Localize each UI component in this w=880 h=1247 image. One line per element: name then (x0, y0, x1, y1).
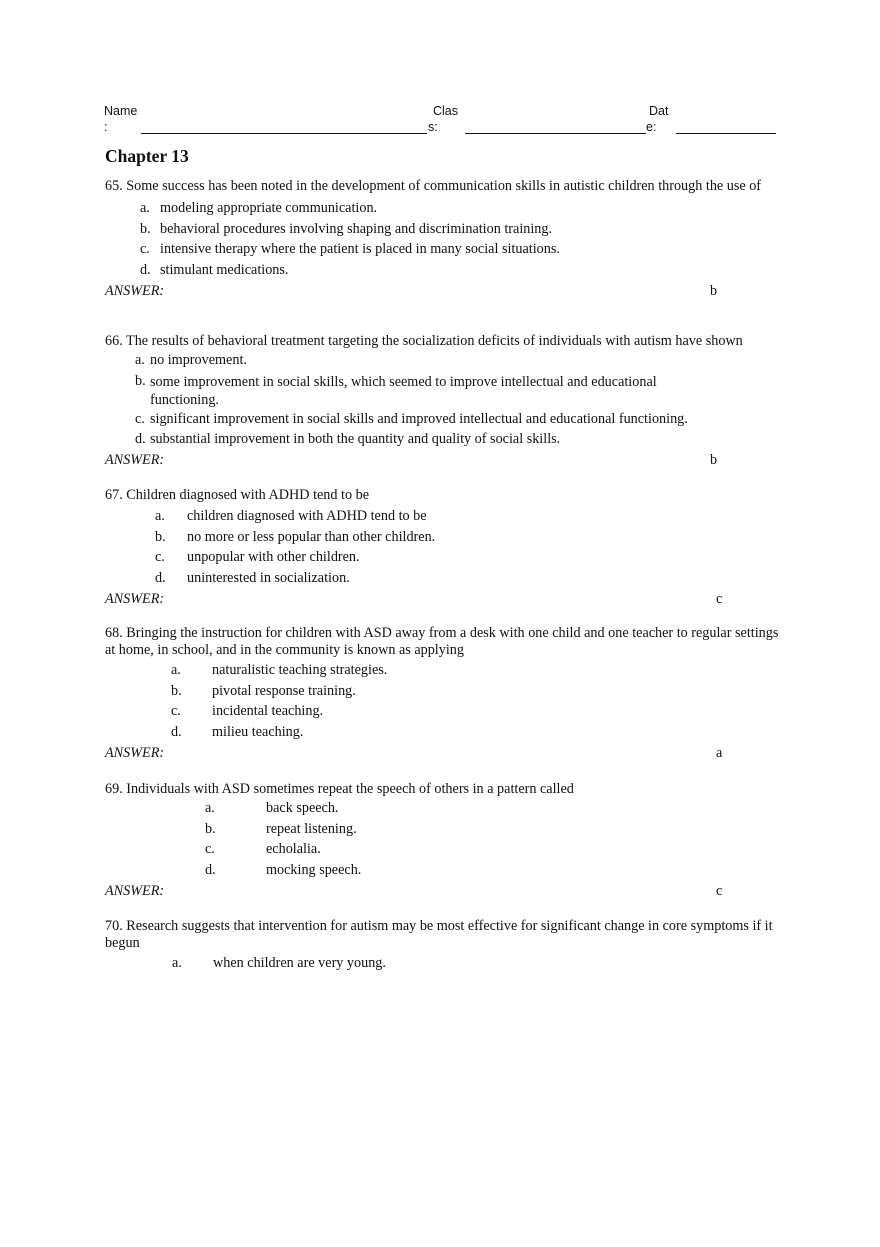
option-d[interactable] (105, 568, 785, 589)
question-68 (105, 625, 785, 764)
question-number: 65. (105, 178, 123, 194)
option-letter: a. (135, 352, 145, 368)
chapter-title: Chapter 13 (105, 146, 189, 166)
option-letter: c. (140, 241, 150, 258)
question-number: 68. (105, 625, 123, 641)
option-text: modeling appropriate communication. (160, 200, 378, 216)
option-d[interactable] (105, 860, 785, 881)
option-text: back speech. (266, 800, 339, 816)
name-label-colon: : (104, 120, 108, 134)
option-letter: c. (155, 549, 165, 566)
name-label: Name (104, 104, 138, 118)
question-text: Research suggests that intervention for autism may be most effective for significant change in core symptoms if it begun (105, 918, 773, 951)
option-letter: b. (155, 528, 166, 545)
option-c[interactable] (105, 547, 785, 568)
date-blank[interactable] (676, 133, 776, 134)
option-c[interactable] (105, 839, 785, 860)
option-c[interactable] (105, 409, 785, 430)
option-letter: c. (171, 703, 181, 720)
answer-row (105, 281, 785, 302)
option-a[interactable] (105, 798, 785, 819)
question-text: Some success has been noted in the development of communication skills in autistic children through the use of (126, 178, 762, 194)
option-text: incidental teaching. (212, 703, 324, 720)
option-text: intensive therapy where the patient is placed in many social situations. (160, 241, 560, 258)
answer-value: c (716, 882, 723, 899)
option-text: significant improvement in social skills and improved intellectual and educational functioning. (150, 410, 688, 427)
answer-label: ANSWER: (105, 590, 165, 607)
name-blank[interactable] (141, 133, 427, 134)
class-label: Clas (433, 104, 459, 118)
option-letter: a. (172, 955, 182, 971)
option-text: unpopular with other children. (187, 549, 360, 566)
option-text: mocking speech. (266, 862, 362, 879)
option-letter: d. (140, 262, 151, 279)
answer-row (105, 589, 785, 610)
question-text: The results of behavioral treatment targeting the socialization deficits of individuals with autism have shown (126, 333, 743, 349)
question-number: 70. (105, 918, 123, 934)
option-letter: a. (171, 662, 181, 678)
option-b[interactable] (105, 527, 785, 548)
option-text: when children are very young. (213, 955, 386, 971)
option-text: milieu teaching. (212, 724, 304, 741)
option-letter: c. (135, 410, 145, 427)
option-letter: d. (155, 570, 166, 587)
option-c[interactable] (105, 701, 785, 722)
option-text: children diagnosed with ADHD tend to be (187, 508, 427, 524)
option-letter: b. (135, 372, 146, 389)
option-b[interactable] (105, 219, 785, 240)
option-text: behavioral procedures involving shaping and discrimination training. (160, 220, 553, 237)
option-a[interactable] (105, 506, 785, 527)
option-text: no improvement. (150, 352, 247, 368)
option-a[interactable] (105, 660, 785, 681)
question-67 (105, 487, 785, 610)
option-text: echolalia. (266, 841, 321, 858)
option-letter: a. (140, 200, 150, 216)
answer-value: a (716, 744, 723, 761)
question-text: Children diagnosed with ADHD tend to be (126, 487, 370, 503)
question-number: 67. (105, 487, 123, 503)
option-letter: d. (205, 862, 216, 879)
option-d[interactable] (105, 429, 785, 450)
question-65 (105, 178, 785, 302)
answer-row (105, 743, 785, 764)
option-d[interactable] (105, 722, 785, 743)
option-a[interactable] (105, 350, 785, 371)
option-text: some improvement in social skills, which seemed to improve intellectual and educational functioning. (150, 373, 657, 408)
option-text: repeat listening. (266, 820, 357, 837)
class-label-suffix: s: (428, 120, 438, 134)
option-letter: d. (171, 724, 182, 741)
option-letter: a. (205, 800, 215, 816)
option-c[interactable] (105, 239, 785, 260)
option-b[interactable] (105, 681, 785, 702)
option-letter: d. (135, 431, 146, 448)
answer-label: ANSWER: (105, 744, 165, 761)
answer-row (105, 450, 785, 471)
answer-value: b (710, 282, 718, 299)
option-letter: b. (205, 820, 216, 837)
question-text: Individuals with ASD sometimes repeat the speech of others in a pattern called (126, 781, 574, 797)
question-70 (105, 918, 785, 974)
option-a[interactable] (105, 953, 785, 974)
option-letter: b. (140, 220, 151, 237)
option-a[interactable] (105, 198, 785, 219)
answer-label: ANSWER: (105, 882, 165, 899)
option-letter: c. (205, 841, 215, 858)
date-label-suffix: e: (646, 120, 657, 134)
answer-label: ANSWER: (105, 452, 165, 469)
question-66 (105, 333, 785, 471)
date-label: Dat (649, 104, 669, 118)
option-text: uninterested in socialization. (187, 570, 350, 587)
option-b[interactable] (105, 371, 785, 409)
question-69 (105, 781, 785, 902)
option-text: naturalistic teaching strategies. (212, 662, 388, 678)
answer-value: c (716, 590, 723, 607)
option-text: pivotal response training. (212, 682, 356, 699)
option-d[interactable] (105, 260, 785, 281)
answer-row (105, 881, 785, 902)
question-number: 66. (105, 333, 123, 349)
question-text: Bringing the instruction for children with ASD away from a desk with one child and one teacher to regular settings at home, in school, and in the community is known as applying (105, 625, 779, 658)
option-b[interactable] (105, 819, 785, 840)
option-letter: a. (155, 508, 165, 524)
class-blank[interactable] (465, 133, 646, 134)
answer-value: b (710, 452, 718, 469)
option-letter: b. (171, 682, 182, 699)
option-text: no more or less popular than other children. (187, 528, 436, 545)
option-text: substantial improvement in both the quantity and quality of social skills. (150, 431, 561, 448)
question-number: 69. (105, 781, 123, 797)
answer-label: ANSWER: (105, 282, 165, 299)
option-text: stimulant medications. (160, 262, 289, 279)
